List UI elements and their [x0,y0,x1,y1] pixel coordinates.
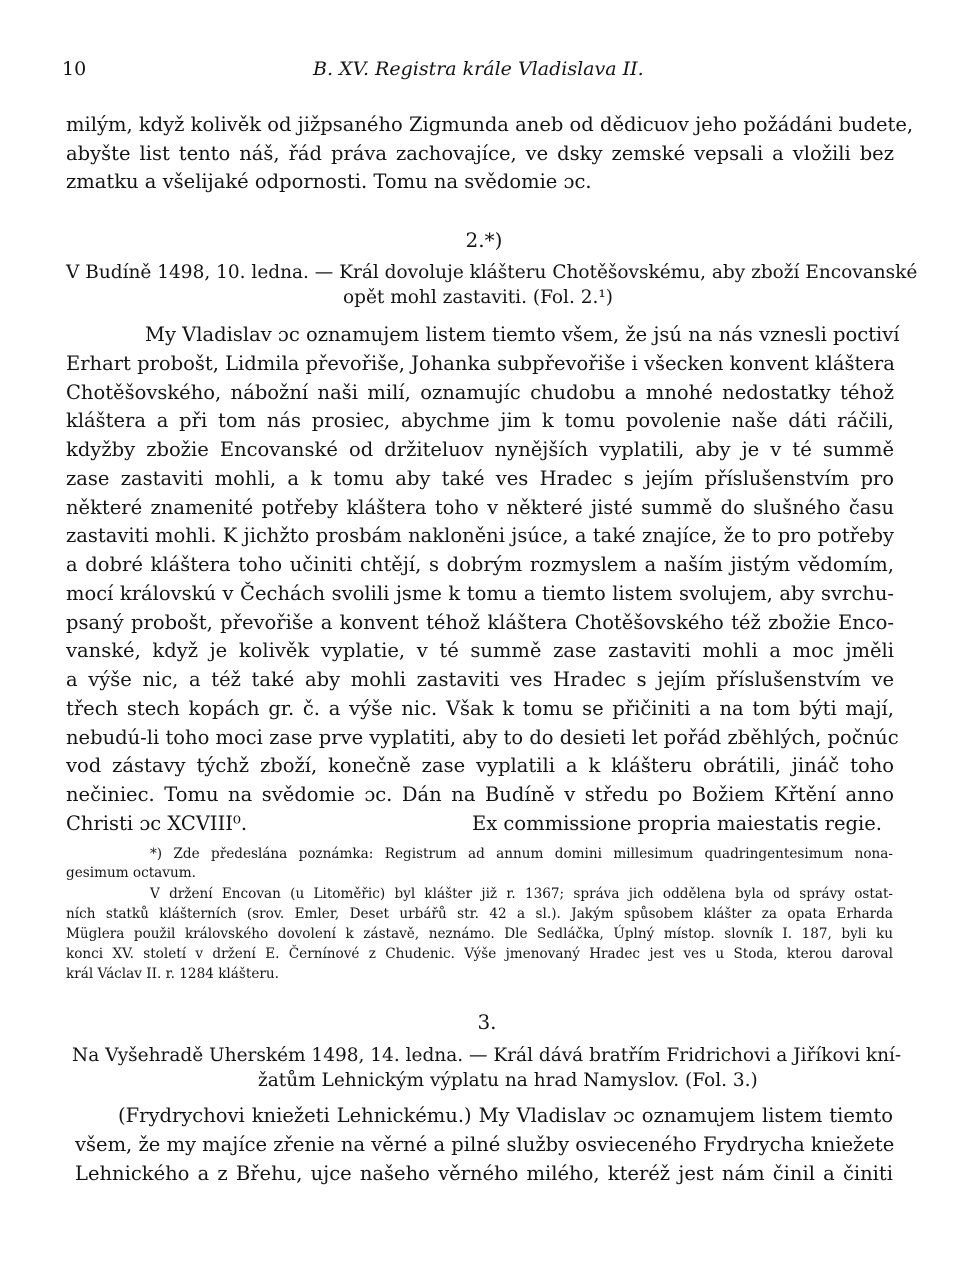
heading-line: V Budíně 1498, 10. ledna. — Král dovoluje klášteru Chotěšovskému, aby zboží Encovanské [66,262,918,283]
text-line: zase zastaviti mohli, a k tomu aby také ves Hradec s jejím příslušenstvím pro [66,467,894,490]
closing-date: Christi ɔc XCVIII⁰. [66,812,248,835]
text-line: psaný probošt, převořiše a konvent téhož kláštera Chotěšovského též zbožie Enco- [66,611,894,634]
running-header: B. XV. Registra krále Vladislava II. [313,58,644,80]
text-line: všem, že my majíce zřenie na věrné a pilné služby osvieceného Frydrycha kniežete [75,1133,895,1156]
footnote-line: král Václav II. r. 1284 klášteru. [66,966,279,982]
footnote-line: Müglera použil královského dovolení k zástavě, neznámo. Dle Sedláčka, Úplný místop. slovník I. 187, byli ku [66,926,893,942]
text-line: zastaviti mohli. K jichžto prosbám nakloněni jsúce, a také znajíce, že to pro potřeby [66,524,894,547]
footnote-line: gesimum octavum. [66,865,196,881]
text-line: zmatku a všelijaké odpornosti. Tomu na svědomie ɔc. [66,170,592,193]
text-line: vod zástavy týchž zboží, konečně zase vyplatili a k klášteru obrátili, jináč toho [66,754,894,777]
document-number: 3. [477,1010,497,1034]
footnote-line: ních statků klášterních (srov. Emler, Deset urbářů str. 42 a sl.). Jakým spůsobem klášter za opata Erharda [66,906,893,922]
text-line: a dobré kláštera toho učiniti chtějí, s dobrým rozmyslem a naším jistým vědomím, [66,553,894,576]
text-line: (Frydrychovi kniežeti Lehnickému.) My Vladislav ɔc oznamujem listem tiemto [118,1104,893,1127]
heading-line: opět mohl zastaviti. (Fol. 2.¹) [343,287,613,308]
footnote-line: konci XV. století v držení E. Černínové z Chudenic. Výše jmenovaný Hradec jest ves u Stoda, kterou daroval [66,946,893,962]
heading-line: Na Vyšehradě Uherském 1498, 14. ledna. — Král dává bratřím Fridrichovi a Jiříkovi kní- [72,1045,902,1066]
text-line: kdyžby zbožie Encovanské od držiteluov nynějších vyplatili, aby je v té summě [66,438,894,461]
footnote-line: V držení Encovan (u Litoměřic) byl klášter již r. 1367; správa jich oddělena byla od správy ostat- [150,886,893,902]
page-number: 10 [62,58,87,80]
text-line: mocí královskú v Čechách svolili jsme k tomu a tiemto listem svolujem, aby svrchu- [66,582,894,605]
closing-formula: Ex commissione propria maiestatis regie. [472,812,882,835]
footnote-line: *) Zde předeslána poznámka: Registrum ad annum domini millesimum quadringentesimum nona- [150,846,893,862]
text-line: kláštera a při tom nás prosiec, abychme jim k tomu povolenie naše dáti ráčili, [66,409,894,432]
text-line: Chotěšovského, nábožní naši milí, oznamujíc chudobu a mnohé nedostatky téhož [66,381,894,404]
document-number: 2.*) [465,228,503,252]
text-line: abyšte list tento náš, řád práva zachovajíce, ve dsky zemské vepsali a vložili bez [66,142,894,165]
text-line: třech stech kopách gr. č. a výše nic. Však k tomu se přičiniti a na tom býti mají, [66,697,894,720]
text-line: Lehnického a z Břehu, ujce našeho věrného milého, kteréž jest nám činil a činiti [75,1162,893,1185]
text-line: Erhart probošt, Lidmila převořiše, Johanka subpřevořiše i všecken konvent kláštera [66,352,895,375]
text-line: některé znamenité potřeby kláštera toho v některé jisté summě do slušného času [66,496,894,519]
text-line: milým, když kolivěk od jižpsaného Zigmunda aneb od dědicuov jeho požádáni budete, [66,113,914,136]
text-line: My Vladislav ɔc oznamujem listem tiemto všem, že jsú na nás vznesli poctiví [145,323,900,346]
text-line: nebudú-li toho moci zase prve vyplatiti, aby to do desieti let pořád zběhlých, počnúc [66,726,899,749]
text-line: a výše nic, a též také aby mohli zastaviti ves Hradec s jejím příslušenstvím ve [66,668,894,691]
text-line: nečiniec. Tomu na svědomie ɔc. Dán na Budíně v středu po Božiem Křtění anno [66,783,894,806]
text-line: vanské, když je kolivěk vyplatie, v té summě zase zastaviti mohli a moc jměli [66,639,894,662]
heading-line: žatům Lehnickým výplatu na hrad Namyslov. (Fol. 3.) [258,1070,758,1091]
